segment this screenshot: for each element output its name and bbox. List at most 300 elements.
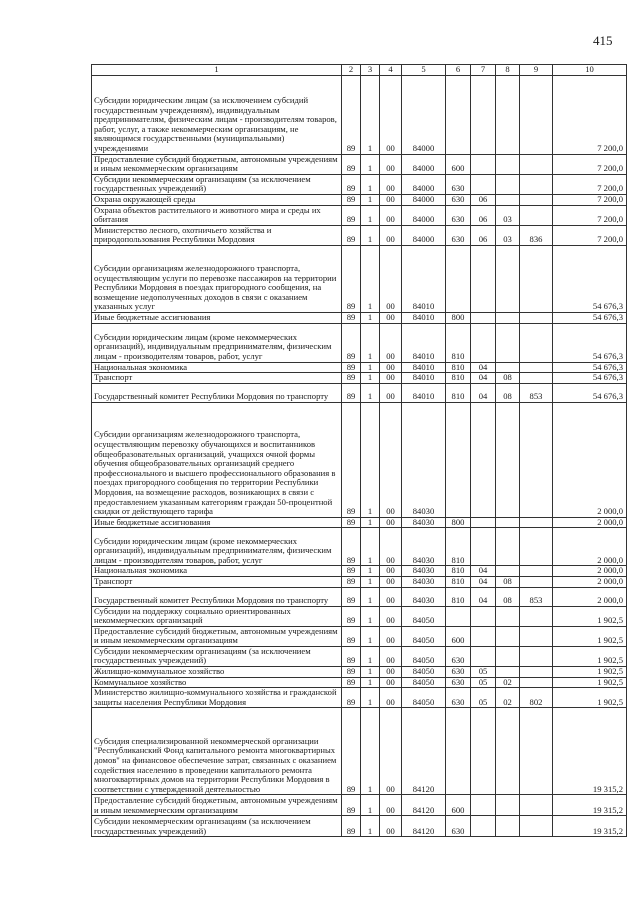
row-code-cell-c5: 84000 <box>402 205 446 225</box>
row-code-cell-c2: 89 <box>342 174 361 194</box>
row-amount-cell: 2 000,0 <box>553 576 627 587</box>
row-code-cell-c7: 04 <box>471 383 496 402</box>
row-amount-cell: 54 676,3 <box>553 323 627 362</box>
row-code-cell-c3: 1 <box>361 402 380 517</box>
row-code-cell-c3: 1 <box>361 194 380 205</box>
row-code-cell-c4: 00 <box>380 383 402 402</box>
row-code-cell-c4: 00 <box>380 708 402 795</box>
row-code-cell-c5: 84010 <box>402 383 446 402</box>
row-code-cell-c5: 84030 <box>402 566 446 577</box>
row-code-cell-c3: 1 <box>361 606 380 626</box>
row-amount-cell: 7 200,0 <box>553 194 627 205</box>
row-code-cell-c9 <box>520 402 553 517</box>
row-code-cell-c8 <box>496 667 520 678</box>
row-code-cell-c8 <box>496 816 520 837</box>
row-code-cell-c3: 1 <box>361 576 380 587</box>
row-code-cell-c3: 1 <box>361 154 380 174</box>
row-code-cell-c5: 84030 <box>402 528 446 566</box>
row-code-cell-c3: 1 <box>361 75 380 154</box>
row-code-cell-c6 <box>446 402 471 517</box>
row-code-cell-c4: 00 <box>380 626 402 646</box>
row-amount-cell: 2 000,0 <box>553 587 627 606</box>
row-code-cell-c6: 630 <box>446 677 471 688</box>
row-name-cell: Иные бюджетные ассигнования <box>92 312 342 323</box>
row-code-cell-c3: 1 <box>361 174 380 194</box>
row-code-cell-c3: 1 <box>361 383 380 402</box>
row-code-cell-c6: 810 <box>446 373 471 384</box>
row-code-cell-c2: 89 <box>342 154 361 174</box>
row-code-cell-c6: 600 <box>446 795 471 816</box>
row-name-cell: Министерство лесного, охотничьего хозяйства и природопользования Республики Мордовия <box>92 225 342 245</box>
header-cell: 3 <box>361 65 380 76</box>
row-code-cell-c9 <box>520 75 553 154</box>
row-amount-cell: 19 315,2 <box>553 708 627 795</box>
row-name-cell: Жилищно-коммунальное хозяйство <box>92 667 342 678</box>
row-code-cell-c7: 06 <box>471 225 496 245</box>
header-cell: 9 <box>520 65 553 76</box>
row-code-cell-c7: 06 <box>471 194 496 205</box>
row-code-cell-c4: 00 <box>380 373 402 384</box>
row-code-cell-c5: 84000 <box>402 194 446 205</box>
table-row <box>92 517 627 528</box>
row-code-cell-c7: 04 <box>471 587 496 606</box>
row-name-cell: Предоставление субсидий бюджетным, автономным учреждениям и иным некоммерческим организациям <box>92 154 342 174</box>
row-code-cell-c5: 84050 <box>402 646 446 666</box>
row-code-cell-c8: 03 <box>496 225 520 245</box>
row-code-cell-c4: 00 <box>380 323 402 362</box>
row-amount-cell: 1 902,5 <box>553 626 627 646</box>
row-code-cell-c4: 00 <box>380 795 402 816</box>
row-name-cell: Министерство жилищно-коммунального хозяйства и гражданской защиты населения Республики Мордовия <box>92 688 342 708</box>
row-code-cell-c6: 630 <box>446 688 471 708</box>
row-code-cell-c2: 89 <box>342 245 361 312</box>
row-amount-cell: 7 200,0 <box>553 174 627 194</box>
row-code-cell-c3: 1 <box>361 795 380 816</box>
row-amount-cell: 7 200,0 <box>553 225 627 245</box>
row-code-cell-c6: 810 <box>446 323 471 362</box>
table-row <box>92 323 627 362</box>
row-code-cell-c2: 89 <box>342 373 361 384</box>
row-code-cell-c5: 84000 <box>402 154 446 174</box>
row-code-cell-c4: 00 <box>380 587 402 606</box>
row-code-cell-c8 <box>496 174 520 194</box>
row-code-cell-c2: 89 <box>342 383 361 402</box>
row-code-cell-c2: 89 <box>342 667 361 678</box>
row-code-cell-c5: 84050 <box>402 688 446 708</box>
row-code-cell-c8 <box>496 517 520 528</box>
row-code-cell-c6 <box>446 708 471 795</box>
row-code-cell-c8 <box>496 528 520 566</box>
row-code-cell-c7: 05 <box>471 667 496 678</box>
row-code-cell-c6: 630 <box>446 646 471 666</box>
row-code-cell-c2: 89 <box>342 677 361 688</box>
row-code-cell-c6: 810 <box>446 383 471 402</box>
table-row <box>92 646 627 666</box>
row-name-cell: Транспорт <box>92 373 342 384</box>
row-code-cell-c8 <box>496 362 520 373</box>
row-code-cell-c7 <box>471 323 496 362</box>
row-code-cell-c8: 02 <box>496 677 520 688</box>
row-amount-cell: 7 200,0 <box>553 205 627 225</box>
table-row <box>92 576 627 587</box>
row-code-cell-c3: 1 <box>361 245 380 312</box>
budget-table <box>91 64 627 837</box>
row-code-cell-c9 <box>520 373 553 384</box>
row-amount-cell: 2 000,0 <box>553 528 627 566</box>
row-code-cell-c7 <box>471 816 496 837</box>
row-code-cell-c5: 84030 <box>402 576 446 587</box>
row-code-cell-c3: 1 <box>361 677 380 688</box>
row-code-cell-c4: 00 <box>380 646 402 666</box>
row-amount-cell: 1 902,5 <box>553 677 627 688</box>
row-code-cell-c7: 04 <box>471 566 496 577</box>
row-code-cell-c5: 84030 <box>402 517 446 528</box>
row-code-cell-c4: 00 <box>380 245 402 312</box>
row-code-cell-c4: 00 <box>380 194 402 205</box>
table-body <box>92 65 627 837</box>
row-code-cell-c3: 1 <box>361 225 380 245</box>
row-code-cell-c9 <box>520 646 553 666</box>
row-code-cell-c9 <box>520 667 553 678</box>
row-code-cell-c5: 84120 <box>402 816 446 837</box>
row-code-cell-c6: 600 <box>446 626 471 646</box>
row-amount-cell: 1 902,5 <box>553 688 627 708</box>
table-row <box>92 174 627 194</box>
row-code-cell-c2: 89 <box>342 205 361 225</box>
row-name-cell: Субсидии некоммерческим организациям (за исключением государственных учреждений) <box>92 174 342 194</box>
row-code-cell-c9 <box>520 708 553 795</box>
row-code-cell-c8 <box>496 566 520 577</box>
row-code-cell-c9: 853 <box>520 587 553 606</box>
row-code-cell-c8: 08 <box>496 576 520 587</box>
row-code-cell-c8 <box>496 402 520 517</box>
row-code-cell-c9 <box>520 312 553 323</box>
row-code-cell-c5: 84010 <box>402 312 446 323</box>
row-code-cell-c2: 89 <box>342 194 361 205</box>
row-amount-cell: 54 676,3 <box>553 245 627 312</box>
header-cell: 8 <box>496 65 520 76</box>
table-row <box>92 667 627 678</box>
row-code-cell-c9 <box>520 677 553 688</box>
row-name-cell: Иные бюджетные ассигнования <box>92 517 342 528</box>
row-code-cell-c4: 00 <box>380 75 402 154</box>
row-code-cell-c9 <box>520 576 553 587</box>
row-code-cell-c9 <box>520 194 553 205</box>
row-code-cell-c6: 630 <box>446 225 471 245</box>
header-cell: 2 <box>342 65 361 76</box>
row-code-cell-c2: 89 <box>342 626 361 646</box>
row-code-cell-c5: 84010 <box>402 323 446 362</box>
row-code-cell-c7 <box>471 154 496 174</box>
row-code-cell-c6: 630 <box>446 205 471 225</box>
row-code-cell-c2: 89 <box>342 362 361 373</box>
row-code-cell-c9: 836 <box>520 225 553 245</box>
row-code-cell-c9 <box>520 626 553 646</box>
row-code-cell-c8: 08 <box>496 383 520 402</box>
row-code-cell-c6: 810 <box>446 362 471 373</box>
row-name-cell: Предоставление субсидий бюджетным, автономным учреждениям и иным некоммерческим организациям <box>92 795 342 816</box>
row-code-cell-c6 <box>446 245 471 312</box>
row-name-cell: Субсидии юридическим лицам (кроме некоммерческих организаций), индивидуальным предпринимателям, физическим лицам - производителям товаров, работ, услуг <box>92 323 342 362</box>
table-row <box>92 606 627 626</box>
row-amount-cell: 1 902,5 <box>553 646 627 666</box>
row-name-cell: Коммунальное хозяйство <box>92 677 342 688</box>
table-row <box>92 566 627 577</box>
row-code-cell-c2: 89 <box>342 225 361 245</box>
row-amount-cell: 54 676,3 <box>553 362 627 373</box>
table-row <box>92 75 627 154</box>
row-code-cell-c7 <box>471 626 496 646</box>
row-code-cell-c4: 00 <box>380 154 402 174</box>
row-code-cell-c4: 00 <box>380 576 402 587</box>
row-code-cell-c9 <box>520 528 553 566</box>
row-amount-cell: 54 676,3 <box>553 312 627 323</box>
row-code-cell-c8 <box>496 154 520 174</box>
table-row <box>92 383 627 402</box>
row-code-cell-c8: 03 <box>496 205 520 225</box>
row-code-cell-c6: 810 <box>446 576 471 587</box>
row-code-cell-c5: 84050 <box>402 626 446 646</box>
row-code-cell-c6: 630 <box>446 174 471 194</box>
table-row <box>92 708 627 795</box>
row-code-cell-c3: 1 <box>361 816 380 837</box>
header-cell: 4 <box>380 65 402 76</box>
row-code-cell-c4: 00 <box>380 225 402 245</box>
row-code-cell-c3: 1 <box>361 205 380 225</box>
row-name-cell: Субсидии организациям железнодорожного транспорта, осуществляющим перевозку обучающихся и воспитанников общеобразовательных организаций, учащихся очной формы обучения общеобразовательных организаций среднего профессионального и высшего профессионального образования в поездах пригородного сообщения по территории Республики Мордовия, на возмещение расходов, возникающих в связи с предоставлением указанным категориям граждан 50-процентной скидки от действующего тарифа <box>92 402 342 517</box>
row-code-cell-c6: 810 <box>446 528 471 566</box>
row-amount-cell: 7 200,0 <box>553 154 627 174</box>
table-row <box>92 154 627 174</box>
row-name-cell: Национальная экономика <box>92 362 342 373</box>
row-code-cell-c3: 1 <box>361 688 380 708</box>
row-code-cell-c7 <box>471 174 496 194</box>
row-amount-cell: 7 200,0 <box>553 75 627 154</box>
row-code-cell-c7 <box>471 708 496 795</box>
row-code-cell-c8 <box>496 75 520 154</box>
row-code-cell-c7: 04 <box>471 362 496 373</box>
row-code-cell-c8 <box>496 606 520 626</box>
row-code-cell-c4: 00 <box>380 517 402 528</box>
row-code-cell-c5: 84010 <box>402 245 446 312</box>
row-code-cell-c8 <box>496 323 520 362</box>
row-code-cell-c4: 00 <box>380 566 402 577</box>
row-name-cell: Субсидии организациям железнодорожного транспорта, осуществляющим услуги по перевозке пассажиров на территории Республики Мордовия в поездах пригородного сообщения, на возмещение недополученных доходов в связи с оказанием указанных услуг <box>92 245 342 312</box>
row-code-cell-c2: 89 <box>342 816 361 837</box>
row-code-cell-c4: 00 <box>380 402 402 517</box>
row-amount-cell: 54 676,3 <box>553 373 627 384</box>
row-amount-cell: 1 902,5 <box>553 667 627 678</box>
row-amount-cell: 19 315,2 <box>553 795 627 816</box>
row-code-cell-c6: 630 <box>446 667 471 678</box>
row-code-cell-c7 <box>471 402 496 517</box>
row-amount-cell: 1 902,5 <box>553 606 627 626</box>
row-amount-cell: 2 000,0 <box>553 402 627 517</box>
row-code-cell-c2: 89 <box>342 606 361 626</box>
row-code-cell-c7: 04 <box>471 373 496 384</box>
row-code-cell-c7 <box>471 312 496 323</box>
header-cell: 5 <box>402 65 446 76</box>
row-code-cell-c2: 89 <box>342 566 361 577</box>
row-name-cell: Субсидии юридическим лицам (за исключением субсидий государственным учреждениям), индивидуальным предпринимателям, физическим лицам - производителям товаров, работ, услуг, а также некоммерческим организациям, не являющимся государственными (муниципальными) учреждениями <box>92 75 342 154</box>
table-row <box>92 312 627 323</box>
row-code-cell-c7 <box>471 245 496 312</box>
row-code-cell-c4: 00 <box>380 362 402 373</box>
row-code-cell-c5: 84050 <box>402 667 446 678</box>
row-code-cell-c9 <box>520 566 553 577</box>
row-code-cell-c2: 89 <box>342 646 361 666</box>
row-code-cell-c5: 84010 <box>402 362 446 373</box>
row-code-cell-c7 <box>471 528 496 566</box>
row-code-cell-c4: 00 <box>380 688 402 708</box>
table-row <box>92 245 627 312</box>
table-row <box>92 587 627 606</box>
row-code-cell-c8: 08 <box>496 373 520 384</box>
row-code-cell-c9 <box>520 606 553 626</box>
row-name-cell: Государственный комитет Республики Мордовия по транспорту <box>92 587 342 606</box>
row-code-cell-c4: 00 <box>380 205 402 225</box>
row-code-cell-c8: 02 <box>496 688 520 708</box>
row-code-cell-c2: 89 <box>342 576 361 587</box>
row-code-cell-c3: 1 <box>361 528 380 566</box>
row-code-cell-c3: 1 <box>361 566 380 577</box>
row-code-cell-c7: 06 <box>471 205 496 225</box>
row-name-cell: Транспорт <box>92 576 342 587</box>
row-code-cell-c9 <box>520 154 553 174</box>
row-amount-cell: 2 000,0 <box>553 566 627 577</box>
row-code-cell-c3: 1 <box>361 626 380 646</box>
row-code-cell-c5: 84050 <box>402 677 446 688</box>
row-code-cell-c6: 800 <box>446 517 471 528</box>
row-code-cell-c6 <box>446 606 471 626</box>
row-code-cell-c8 <box>496 194 520 205</box>
row-code-cell-c9 <box>520 362 553 373</box>
row-code-cell-c6: 810 <box>446 587 471 606</box>
row-name-cell: Предоставление субсидий бюджетным, автономным учреждениям и иным некоммерческим организациям <box>92 626 342 646</box>
row-code-cell-c9 <box>520 174 553 194</box>
header-cell: 1 <box>92 65 342 76</box>
row-code-cell-c5: 84120 <box>402 708 446 795</box>
row-code-cell-c4: 00 <box>380 677 402 688</box>
row-code-cell-c9 <box>520 795 553 816</box>
row-code-cell-c9: 802 <box>520 688 553 708</box>
row-code-cell-c4: 00 <box>380 667 402 678</box>
row-code-cell-c9 <box>520 323 553 362</box>
row-name-cell: Охрана окружающей среды <box>92 194 342 205</box>
table-row <box>92 373 627 384</box>
row-code-cell-c3: 1 <box>361 587 380 606</box>
row-amount-cell: 2 000,0 <box>553 517 627 528</box>
table-header-row <box>92 65 627 76</box>
row-code-cell-c6: 810 <box>446 566 471 577</box>
row-code-cell-c9 <box>520 816 553 837</box>
row-code-cell-c7: 05 <box>471 688 496 708</box>
table-row <box>92 816 627 837</box>
row-code-cell-c3: 1 <box>361 667 380 678</box>
row-code-cell-c5: 84000 <box>402 75 446 154</box>
row-code-cell-c3: 1 <box>361 646 380 666</box>
row-code-cell-c2: 89 <box>342 517 361 528</box>
row-code-cell-c2: 89 <box>342 528 361 566</box>
row-code-cell-c6: 630 <box>446 816 471 837</box>
row-code-cell-c9 <box>520 517 553 528</box>
row-code-cell-c7 <box>471 75 496 154</box>
page-number: 415 <box>593 33 613 48</box>
row-code-cell-c5: 84010 <box>402 373 446 384</box>
row-code-cell-c5: 84050 <box>402 606 446 626</box>
header-cell: 10 <box>553 65 627 76</box>
table-row <box>92 677 627 688</box>
row-code-cell-c2: 89 <box>342 708 361 795</box>
row-code-cell-c3: 1 <box>361 517 380 528</box>
row-code-cell-c7 <box>471 795 496 816</box>
row-code-cell-c7 <box>471 646 496 666</box>
table-row <box>92 795 627 816</box>
row-code-cell-c4: 00 <box>380 528 402 566</box>
row-code-cell-c9 <box>520 205 553 225</box>
row-code-cell-c5: 84000 <box>402 174 446 194</box>
row-code-cell-c3: 1 <box>361 312 380 323</box>
table-row <box>92 626 627 646</box>
row-code-cell-c8 <box>496 245 520 312</box>
row-code-cell-c9 <box>520 245 553 312</box>
row-name-cell: Национальная экономика <box>92 566 342 577</box>
row-code-cell-c2: 89 <box>342 688 361 708</box>
table-row <box>92 362 627 373</box>
row-code-cell-c7 <box>471 517 496 528</box>
row-code-cell-c3: 1 <box>361 362 380 373</box>
row-code-cell-c6: 600 <box>446 154 471 174</box>
row-code-cell-c2: 89 <box>342 795 361 816</box>
row-code-cell-c4: 00 <box>380 312 402 323</box>
row-code-cell-c5: 84030 <box>402 402 446 517</box>
row-code-cell-c4: 00 <box>380 816 402 837</box>
row-code-cell-c2: 89 <box>342 75 361 154</box>
row-code-cell-c4: 00 <box>380 606 402 626</box>
row-name-cell: Субсидии на поддержку социально ориентированных некоммерческих организаций <box>92 606 342 626</box>
row-code-cell-c5: 84000 <box>402 225 446 245</box>
row-code-cell-c3: 1 <box>361 373 380 384</box>
row-code-cell-c2: 89 <box>342 402 361 517</box>
row-code-cell-c2: 89 <box>342 323 361 362</box>
row-code-cell-c9: 853 <box>520 383 553 402</box>
row-name-cell: Охрана объектов растительного и животного мира и среды их обитания <box>92 205 342 225</box>
row-code-cell-c7 <box>471 606 496 626</box>
table-row <box>92 225 627 245</box>
row-code-cell-c6 <box>446 75 471 154</box>
row-code-cell-c4: 00 <box>380 174 402 194</box>
row-code-cell-c2: 89 <box>342 587 361 606</box>
row-code-cell-c5: 84120 <box>402 795 446 816</box>
table-row <box>92 688 627 708</box>
table-row <box>92 205 627 225</box>
row-code-cell-c8 <box>496 795 520 816</box>
row-amount-cell: 19 315,2 <box>553 816 627 837</box>
row-amount-cell: 54 676,3 <box>553 383 627 402</box>
row-name-cell: Субсидия специализированной некоммерческой организации "Республиканский Фонд капитального ремонта многоквартирных домов" на финансовое обеспечение затрат, связанных с оказанием содействия населению в проведении капитального ремонта многоквартирных домов на территории Республики Мордовия в соответствии с утвержденной деятельностью <box>92 708 342 795</box>
table-row <box>92 194 627 205</box>
row-name-cell: Субсидии некоммерческим организациям (за исключением государственных учреждений) <box>92 816 342 837</box>
row-code-cell-c2: 89 <box>342 312 361 323</box>
row-name-cell: Государственный комитет Республики Мордовия по транспорту <box>92 383 342 402</box>
row-code-cell-c8 <box>496 646 520 666</box>
row-name-cell: Субсидии некоммерческим организациям (за исключением государственных учреждений) <box>92 646 342 666</box>
row-code-cell-c8: 08 <box>496 587 520 606</box>
row-code-cell-c5: 84030 <box>402 587 446 606</box>
row-code-cell-c3: 1 <box>361 323 380 362</box>
row-code-cell-c3: 1 <box>361 708 380 795</box>
row-code-cell-c7: 04 <box>471 576 496 587</box>
